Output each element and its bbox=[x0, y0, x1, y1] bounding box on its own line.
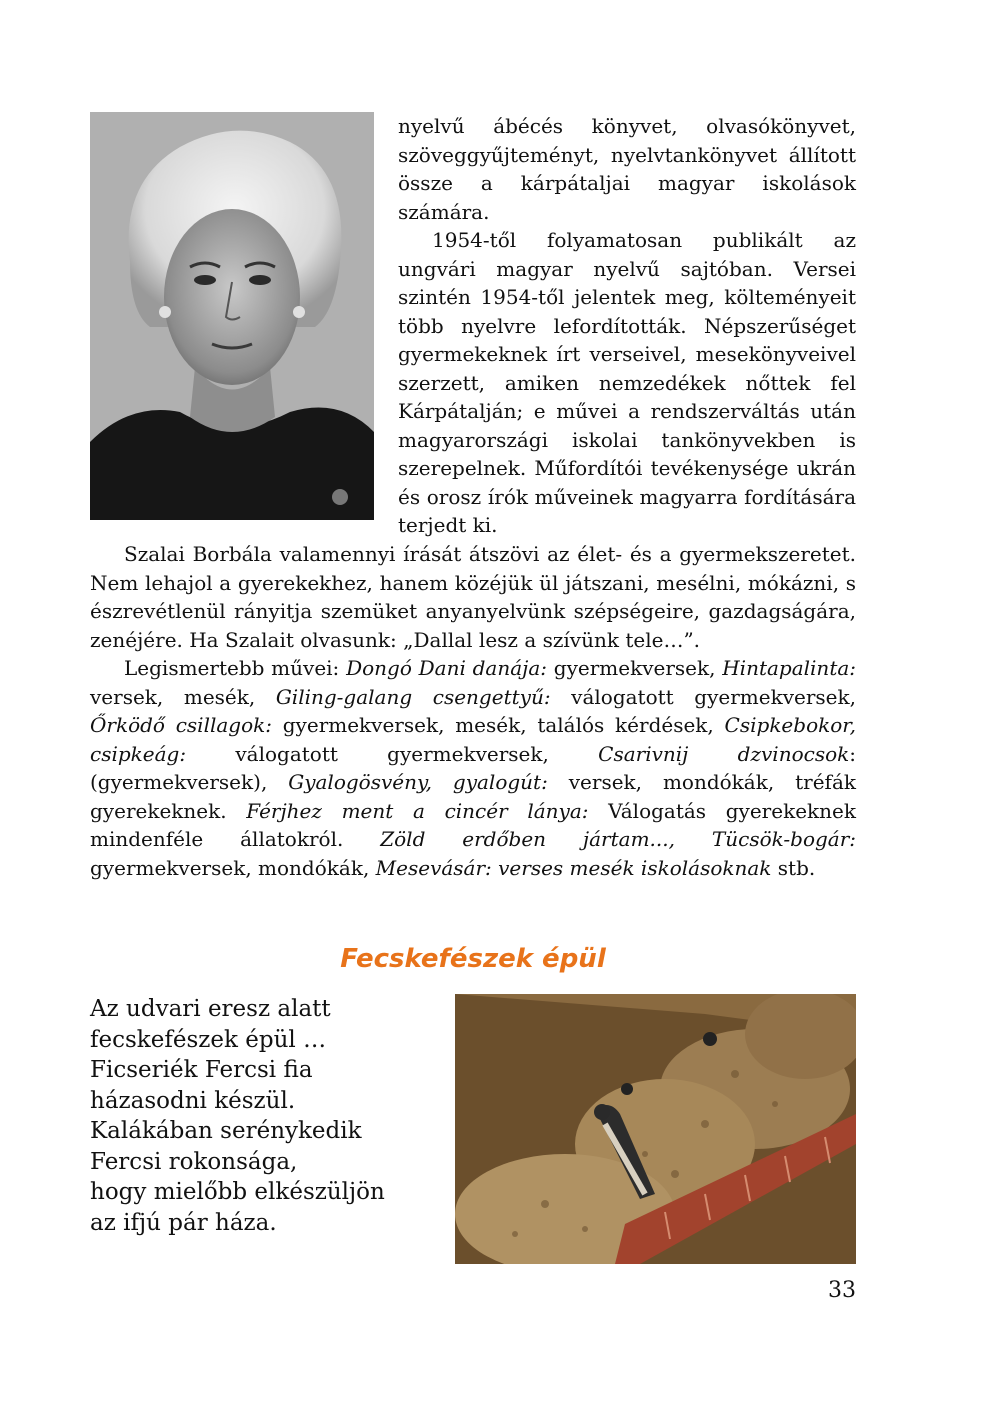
work-description: versek, mondókák, tréfák gyerekeknek. bbox=[90, 770, 856, 823]
poem-line: házasodni készül. bbox=[90, 1087, 296, 1114]
poem-title: Fecskefészek épül bbox=[340, 944, 606, 974]
body-text bbox=[90, 540, 856, 882]
poem-line: Ficseriék Fercsi fia bbox=[90, 1057, 313, 1083]
work-title: Férjhez ment a cincér lánya: bbox=[246, 798, 589, 823]
author-portrait bbox=[90, 112, 374, 520]
works-intro: Legismertebb művei: bbox=[124, 656, 347, 680]
poem-line: Fercsi rokonsága, bbox=[90, 1148, 298, 1175]
intro-text bbox=[398, 112, 856, 540]
work-title: Mesevásár: verses mesék iskolásoknak bbox=[375, 855, 772, 880]
poem-line: fecskefészek épül … bbox=[90, 1026, 327, 1053]
work-title: Őrködő csillagok: bbox=[90, 713, 272, 737]
work-description: gyermekversek, bbox=[547, 656, 723, 680]
work-description: versek, mesék, bbox=[90, 684, 276, 709]
poem-line: hogy mielőbb elkészüljön bbox=[90, 1179, 385, 1205]
works-paragraph bbox=[90, 654, 856, 882]
poem-line: Kalákában serénykedik bbox=[90, 1118, 362, 1144]
poem bbox=[90, 994, 430, 1238]
work-description: válogatott gyermekversek, bbox=[186, 741, 599, 766]
intro-paragraph-2: 1954-től folyamatosan publikált az ungvári magyar nyelvű sajtóban. Versei szintén 1954-től jelentek meg, költeményeit több nyelvre lefordították. Népszerűséget gyermekeknek írt verseivel, mesekönyveivel szerzett, amiken nemzedékek nőttek fel Kárpátalján; e művei a rendszerváltás után magyarországi iskolai tankönyvekben is szerepelnek. Műfordítói tevékenysége ukrán és orosz írók műveinek magyarra fordítására terjedt ki. bbox=[398, 228, 856, 537]
poem-line: az ifjú pár háza. bbox=[90, 1209, 277, 1236]
work-title: Csarivnij dzvinocsok bbox=[598, 741, 850, 766]
intro-paragraph-1: nyelvű ábécés könyvet, olvasókönyvet, szöveggyűjteményt, nyelvtankönyvet állított össze a kárpátaljai magyar iskolások számára. bbox=[398, 114, 856, 224]
work-description bbox=[675, 827, 712, 851]
work-title: Giling-galang csengettyű: bbox=[275, 684, 551, 709]
work-description: gyermekversek, mondókák, bbox=[90, 855, 376, 880]
work-description: Válogatás gyerekeknek mindenféle állatokról. bbox=[90, 798, 856, 851]
work-title: Gyalogösvény, gyalogút: bbox=[288, 770, 548, 794]
work-title: Hintapalinta: bbox=[722, 656, 857, 680]
work-description: válogatott gyermekversek, bbox=[550, 684, 856, 709]
work-description: : (gyermekversek), bbox=[90, 741, 856, 794]
work-title: Csipkebokor, csipkeág: bbox=[90, 713, 856, 766]
swallow-nest-photo bbox=[455, 994, 856, 1264]
page-number: 33 bbox=[828, 1278, 856, 1303]
body-paragraph-love: Szalai Borbála valamennyi írását átszövi az élet- és a gyermekszeretet. Nem lehajol a gyerekekhez, hanem közéjük ül játszani, mesélni, mókázni, s észrevétlenül rányitja szemüket anyanyelvünk szépségeire, gazdagságára, zenéjére. Ha Szalait olvasunk: „Dallal lesz a szívünk tele…”. bbox=[90, 542, 856, 652]
work-description: stb. bbox=[771, 855, 816, 880]
work-title: Dongó Dani danája: bbox=[346, 656, 548, 680]
work-title: Zöld erdőben jártam..., bbox=[380, 827, 675, 851]
work-description: gyermekversek, mesék, találós kérdések, bbox=[272, 713, 725, 737]
poem-line: Az udvari eresz alatt bbox=[90, 996, 331, 1022]
work-title: Tücsök-bogár: bbox=[711, 827, 857, 851]
